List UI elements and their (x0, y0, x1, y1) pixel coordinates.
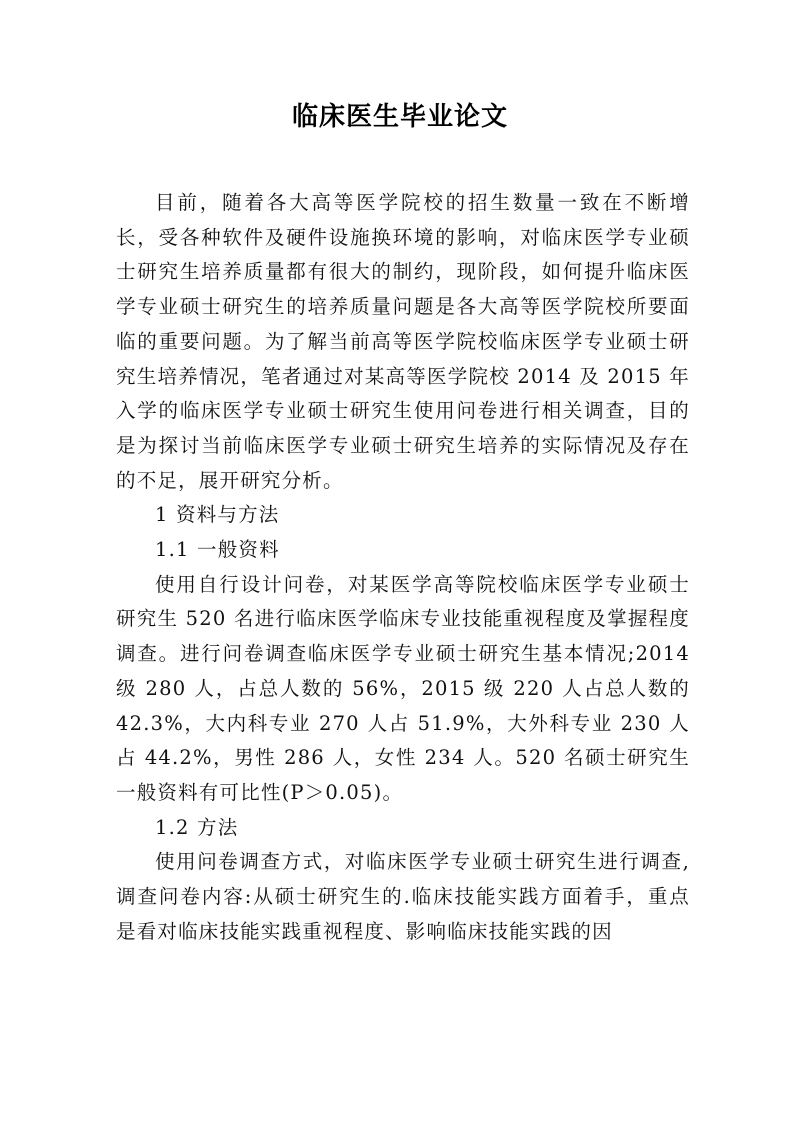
methods-paragraph: 使用问卷调查方式，对临床医学专业硕士研究生进行调查,调查问卷内容:从硕士研究生的.临床技能实践方面着手，重点是看对临床技能实践重视程度、影响临床技能实践的因 (116, 850, 690, 943)
general-data-paragraph: 使用自行设计问卷，对某医学高等院校临床医学专业硕士研究生 520 名进行临床医学临床专业技能重视程度及掌握程度调查。进行问卷调查临床医学专业硕士研究生基本情况;2014 级 280 人，占总人数的 56%，2015 级 220 人占总人数的 42.3%，大内科专业 270 人占 51.9%，大外科专业 230 人占 44.2%，男性 286 人，女性 234 人。520 名硕士研究生一般资料有可比性(P＞0.05)。 (116, 572, 690, 804)
document-title: 临床医生毕业论文 (291, 102, 508, 132)
subsection-heading-methods: 1.2 方法 (155, 815, 239, 839)
section-heading-materials-methods: 1 资料与方法 (155, 503, 280, 527)
intro-paragraph: 目前，随着各大高等医学院校的招生数量一致在不断增长，受各种软件及硬件设施换环境的影响，对临床医学专业硕士研究生培养质量都有很大的制约，现阶段，如何提升临床医学专业硕士研究生的培养质量问题是各大高等医学院校所要面临的重要问题。为了解当前高等医学院校临床医学专业硕士研究生培养情况，笔者通过对某高等医学院校 2014 及 2015 年入学的临床医学专业硕士研究生使用问卷进行相关调查，目的是为探讨当前临床医学专业硕士研究生培养的实际情况及存在的不足，展开研究分析。 (116, 191, 690, 492)
document-body (116, 186, 690, 949)
subsection-heading-general-data: 1.1 一般资料 (155, 538, 280, 562)
